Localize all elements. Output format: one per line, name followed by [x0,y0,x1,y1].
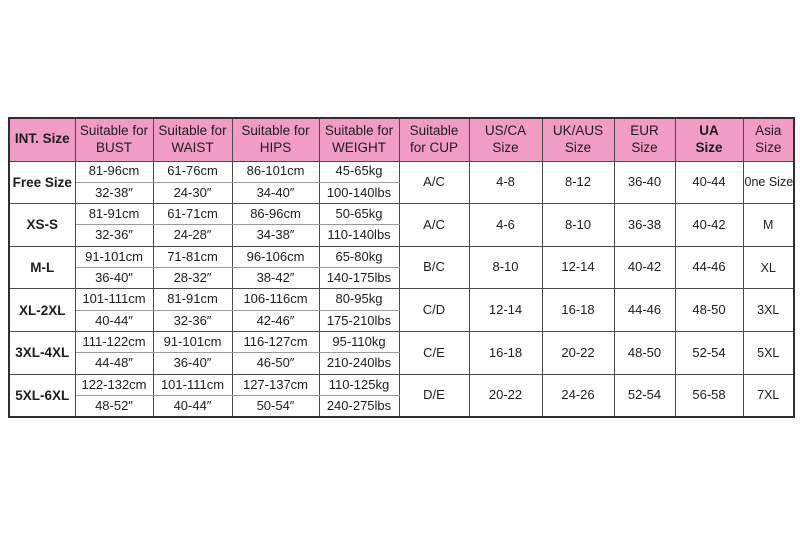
header-hips [232,118,319,161]
header-line: BUST [95,139,132,155]
size-cell: Free Size [9,161,75,204]
table-cell: 101-111cm [153,374,232,395]
table-cell: 8-10 [469,246,542,289]
table-cell: 91-101cm [75,246,153,267]
size-chart-table [8,117,795,418]
table-cell: 40-42 [614,246,675,289]
size-cell: XS-S [9,204,75,247]
table-cell: 81-96cm [75,161,153,182]
table-cell: 20-22 [542,332,614,375]
table-row [9,161,794,182]
header-line: UA [699,122,719,138]
table-cell: 3XL [743,289,794,332]
table-cell: 52-54 [675,332,743,375]
table-cell: 52-54 [614,374,675,417]
header-row [9,118,794,161]
table-cell: 44-46 [675,246,743,289]
table-cell: 36-38 [614,204,675,247]
header-line: UK/AUS [552,122,604,138]
table-cell: 4-8 [469,161,542,204]
table-cell: 48-50 [675,289,743,332]
table-cell: A/C [399,204,469,247]
table-cell: 175-210lbs [319,310,399,331]
table-cell: 20-22 [469,374,542,417]
header-ua [675,118,743,161]
table-row [9,246,794,267]
table-cell: 44-46 [614,289,675,332]
table-cell: 91-101cm [153,332,232,353]
table-cell: 61-76cm [153,161,232,182]
table-cell: 80-95kg [319,289,399,310]
header-int-size [9,118,75,161]
header-weight [319,118,399,161]
header-line: Size [755,139,782,155]
header-uk-aus [542,118,614,161]
table-cell: 122-132cm [75,374,153,395]
table-cell: M [743,204,794,247]
table-cell: 111-122cm [75,332,153,353]
table-cell: 95-110kg [319,332,399,353]
table-cell: 71-81cm [153,246,232,267]
table-cell: 106-116cm [232,289,319,310]
table-cell: 81-91cm [75,204,153,225]
table-cell: 50-54″ [232,396,319,417]
table-cell: 127-137cm [232,374,319,395]
table-cell: 32-36″ [153,310,232,331]
table-cell: 36-40 [614,161,675,204]
table-cell: 32-38″ [75,182,153,203]
table-cell: 40-44″ [153,396,232,417]
header-line: EUR [630,122,659,138]
table-cell: 38-42″ [232,268,319,289]
table-cell: 7XL [743,374,794,417]
size-cell: 3XL-4XL [9,332,75,375]
table-cell: 16-18 [542,289,614,332]
table-cell: 12-14 [542,246,614,289]
header-line: Asia [755,122,782,138]
header-line: HIPS [259,139,292,155]
table-cell: A/C [399,161,469,204]
table-cell: 8-12 [542,161,614,204]
table-cell: 24-26 [542,374,614,417]
table-cell: 40-42 [675,204,743,247]
table-cell: 40-44 [675,161,743,204]
table-cell: XL [743,246,794,289]
table-row [9,374,794,395]
table-cell: 40-44″ [75,310,153,331]
size-cell: M-L [9,246,75,289]
table-cell: 65-80kg [319,246,399,267]
table-cell: 210-240lbs [319,353,399,374]
header-line: INT. Size [14,131,70,147]
header-line: Suitable for [79,122,149,138]
header-line: Size [631,139,658,155]
table-cell: 34-38″ [232,225,319,246]
table-row [9,289,794,310]
table-cell: 48-52″ [75,396,153,417]
header-line: Suitable [409,122,459,138]
table-cell: 61-71cm [153,204,232,225]
header-line: Suitable for [241,122,310,138]
table-row [9,332,794,353]
table-cell: 46-50″ [232,353,319,374]
table-cell: C/D [399,289,469,332]
table-cell: 86-101cm [232,161,319,182]
table-cell: 28-32″ [153,268,232,289]
table-row [9,204,794,225]
table-cell: 110-140lbs [319,225,399,246]
header-line: WAIST [171,139,214,155]
header-line: WEIGHT [332,139,386,155]
table-cell: 81-91cm [153,289,232,310]
header-cup [399,118,469,161]
table-cell: D/E [399,374,469,417]
table-cell: 36-40″ [75,268,153,289]
table-cell: 8-10 [542,204,614,247]
table-cell: 48-50 [614,332,675,375]
header-line: Size [695,139,723,155]
header-line: Suitable for [324,122,394,138]
table-cell: 45-65kg [319,161,399,182]
table-cell: 34-40″ [232,182,319,203]
header-line: Suitable for [158,122,227,138]
header-line: for CUP [409,139,458,155]
table-cell: 0ne Size [743,161,794,204]
table-cell: 116-127cm [232,332,319,353]
header-eur [614,118,675,161]
table-cell: 96-106cm [232,246,319,267]
table-cell: 16-18 [469,332,542,375]
table-cell: 101-111cm [75,289,153,310]
table-cell: 42-46″ [232,310,319,331]
table-cell: 5XL [743,332,794,375]
table-cell: 100-140lbs [319,182,399,203]
table-cell: 56-58 [675,374,743,417]
table-cell: 50-65kg [319,204,399,225]
table-cell: 24-28″ [153,225,232,246]
size-cell: 5XL-6XL [9,374,75,417]
header-waist [153,118,232,161]
table-cell: C/E [399,332,469,375]
table-cell: 86-96cm [232,204,319,225]
table-cell: 32-36″ [75,225,153,246]
header-asia [743,118,794,161]
table-cell: 36-40″ [153,353,232,374]
header-line: US/CA [484,122,527,138]
header-us-ca [469,118,542,161]
header-line: Size [564,139,592,155]
table-cell: 12-14 [469,289,542,332]
table-cell: 240-275lbs [319,396,399,417]
table-cell: 110-125kg [319,374,399,395]
header-bust [75,118,153,161]
table-cell: 140-175lbs [319,268,399,289]
table-cell: B/C [399,246,469,289]
table-cell: 44-48″ [75,353,153,374]
table-cell: 4-6 [469,204,542,247]
size-cell: XL-2XL [9,289,75,332]
table-cell: 24-30″ [153,182,232,203]
header-line: Size [492,139,519,155]
